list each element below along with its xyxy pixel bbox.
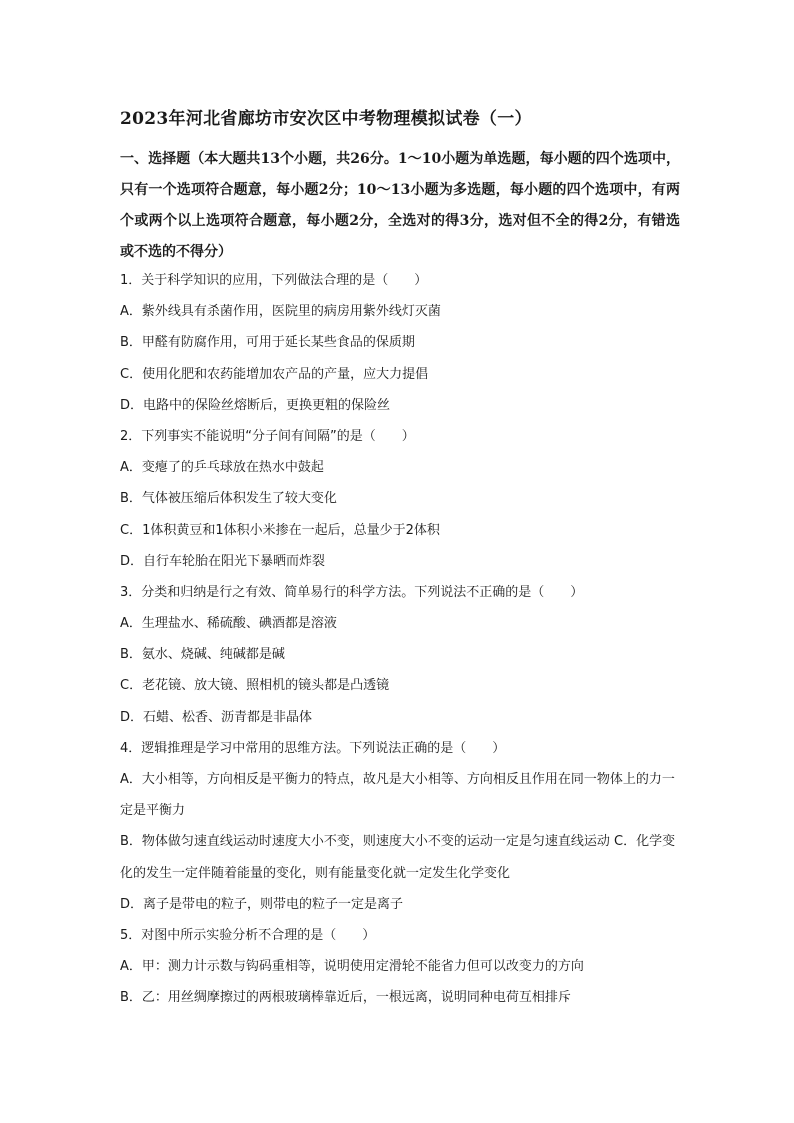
- question-5-stem: 5．对图中所示实验分析不合理的是（ ）: [120, 928, 376, 943]
- question-1-option-a: A．紫外线具有杀菌作用，医院里的病房用紫外线灯灭菌: [120, 304, 441, 320]
- question-1-option-d: D．电路中的保险丝熔断后，更换更粗的保险丝: [120, 397, 391, 413]
- question-4-stem: 4．逻辑推理是学习中常用的思维方法。下列说法正确的是（ ）: [120, 740, 506, 756]
- question-2-stem: 2．下列事实不能说明“分子间有间隔”的是（ ）: [120, 428, 415, 444]
- question-5-option-a: A．甲：测力计示数与钩码重相等，说明使用定滑轮不能省力但可以改变力的方向: [120, 959, 584, 975]
- question-2-option-b: B．气体被压缩后体积发生了较大变化: [120, 491, 337, 507]
- question-1-option-b: B．甲醛有防腐作用，可用于延长某些食品的保质期: [120, 335, 415, 351]
- question-2-option-c: C．1体积黄豆和1体积小米掺在一起后，总量少于2体积: [120, 522, 440, 538]
- question-3-option-b: B．氨水、烧碱、纯碱都是碱: [120, 647, 285, 663]
- question-1-stem: 1．关于科学知识的应用，下列做法合理的是（ ）: [120, 273, 428, 288]
- question-3-option-d: D．石蜡、松香、沥青都是非晶体: [120, 709, 313, 725]
- question-3-option-c: C．老花镜、放大镜、照相机的镜头都是凸透镜: [120, 678, 390, 694]
- question-2-option-d: D．自行车轮胎在阳光下暴晒而炸裂: [120, 553, 326, 569]
- question-list: [120, 265, 680, 1014]
- question-1-option-c: C．使用化肥和农药能增加农产品的产量，应大力提倡: [120, 366, 429, 382]
- exam-title: 2023年河北省廊坊市安次区中考物理模拟试卷（一）: [120, 109, 532, 129]
- question-3-stem: 3．分类和归纳是行之有效、简单易行的科学方法。下列说法不正确的是（ ）: [120, 584, 584, 600]
- question-4-option-a: A．大小相等，方向相反是平衡力的特点，故凡是大小相等、方向相反且作用在同一物体上的力一定是平衡力: [120, 772, 675, 819]
- section-header: 一、选择题（本大题共13个小题，共26分。1～10小题为单选题，每小题的四个选项中，只有一个选项符合题意，每小题2分；10～13小题为多选题，每小题的四个选项中，有两个或两个以上选项符合题意，每小题2分，全选对的得3分，选对但不全的得2分，有错选或不选的不得分）: [120, 151, 680, 260]
- question-4-option-b-c: B．物体做匀速直线运动时速度大小不变，则速度大小不变的运动一定是匀速直线运动 C．化学变化的发生一定伴随着能量的变化，则有能量变化就一定发生化学变化: [120, 834, 676, 881]
- question-5-option-b: B．乙：用丝绸摩擦过的两根玻璃棒靠近后，一根远离，说明同种电荷互相排斥: [120, 990, 571, 1006]
- question-4-option-d: D．离子是带电的粒子，则带电的粒子一定是离子: [120, 896, 404, 912]
- question-3-option-a: A．生理盐水、稀硫酸、碘酒都是溶液: [120, 616, 337, 632]
- question-2-option-a: A．变瘪了的乒乓球放在热水中鼓起: [120, 460, 324, 476]
